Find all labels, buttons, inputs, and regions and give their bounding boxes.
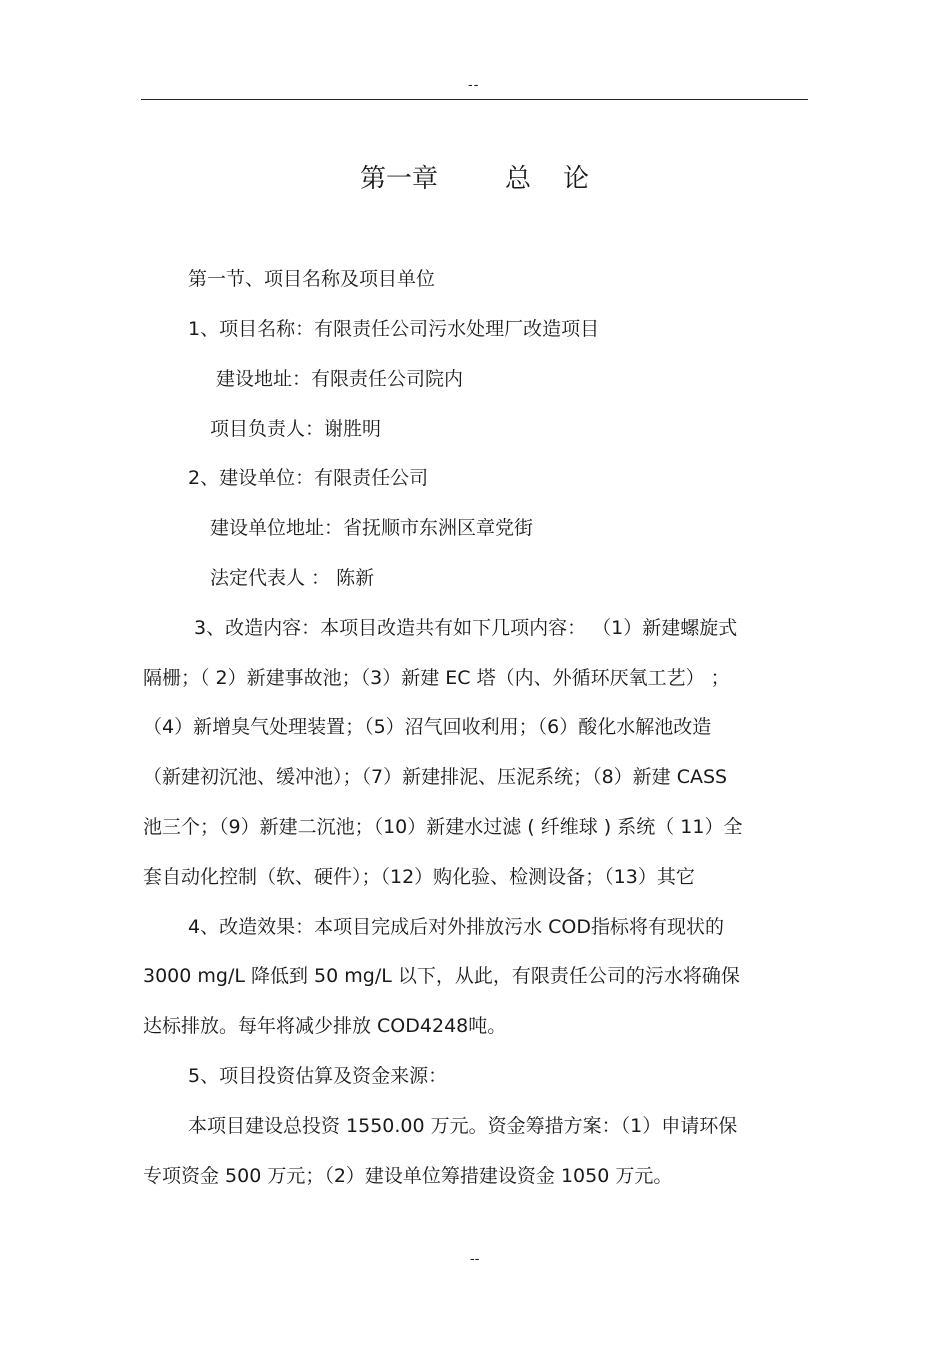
investment-line-2: 专项资金 500 万元；（2）建设单位筹措建设资金 1050 万元。 xyxy=(143,1165,673,1187)
renovation-content-line-4: （新建初沉池、缓冲池）；（7）新建排泥、压泥系统；（8）新建 CASS xyxy=(143,766,728,788)
legal-representative: 法定代表人 ： 陈新 xyxy=(210,567,375,589)
chapter-title-word-2: 论 xyxy=(563,164,590,194)
section-heading: 第一节、项目名称及项目单位 xyxy=(188,268,436,290)
renovation-content-line-2: 隔栅；（ 2）新建事故池；（3）新建 EC 塔（内、外循环厌氧工艺） ； xyxy=(143,667,730,689)
construction-unit: 2、建设单位：有限责任公司 xyxy=(188,467,429,489)
renovation-effect-line-3: 达标排放。每年将减少排放 COD4248吨。 xyxy=(143,1015,507,1037)
header-mark: -- xyxy=(468,78,480,93)
renovation-content-line-3: （4）新增臭气处理装置；（5）沼气回收利用；（6）酸化水解池改造 xyxy=(143,716,712,738)
chapter-title-word-1: 总 xyxy=(505,164,532,194)
project-name: 1、项目名称：有限责任公司污水处理厂改造项目 xyxy=(188,318,600,340)
renovation-effect-line-1: 4、改造效果：本项目完成后对外排放污水 COD指标将有现状的 xyxy=(188,916,724,938)
renovation-content-line-6: 套自动化控制（软、硬件）；（12）购化验、检测设备；（13）其它 xyxy=(143,866,695,888)
investment-line-1: 本项目建设总投资 1550.00 万元。资金筹措方案：（1）申请环保 xyxy=(188,1115,738,1137)
investment-heading: 5、项目投资估算及资金来源： xyxy=(188,1065,448,1087)
construction-address: 建设地址：有限责任公司院内 xyxy=(216,368,464,390)
chapter-title-number: 第一章 xyxy=(360,164,439,194)
header-rule xyxy=(141,99,808,100)
project-leader: 项目负责人：谢胜明 xyxy=(210,418,382,440)
renovation-content-line-5: 池三个；（9）新建二沉池；（10）新建水过滤 ( 纤维球 ) 系统（ 11）全 xyxy=(143,816,743,838)
footer-mark: -- xyxy=(470,1252,480,1267)
unit-address: 建设单位地址：省抚顺市东洲区章党街 xyxy=(210,517,534,539)
renovation-content-line-1: 3、改造内容：本项目改造共有如下几项内容： （1）新建螺旋式 xyxy=(194,617,738,639)
renovation-effect-line-2: 3000 mg/L 降低到 50 mg/L 以下，从此，有限责任公司的污水将确保 xyxy=(143,965,740,987)
